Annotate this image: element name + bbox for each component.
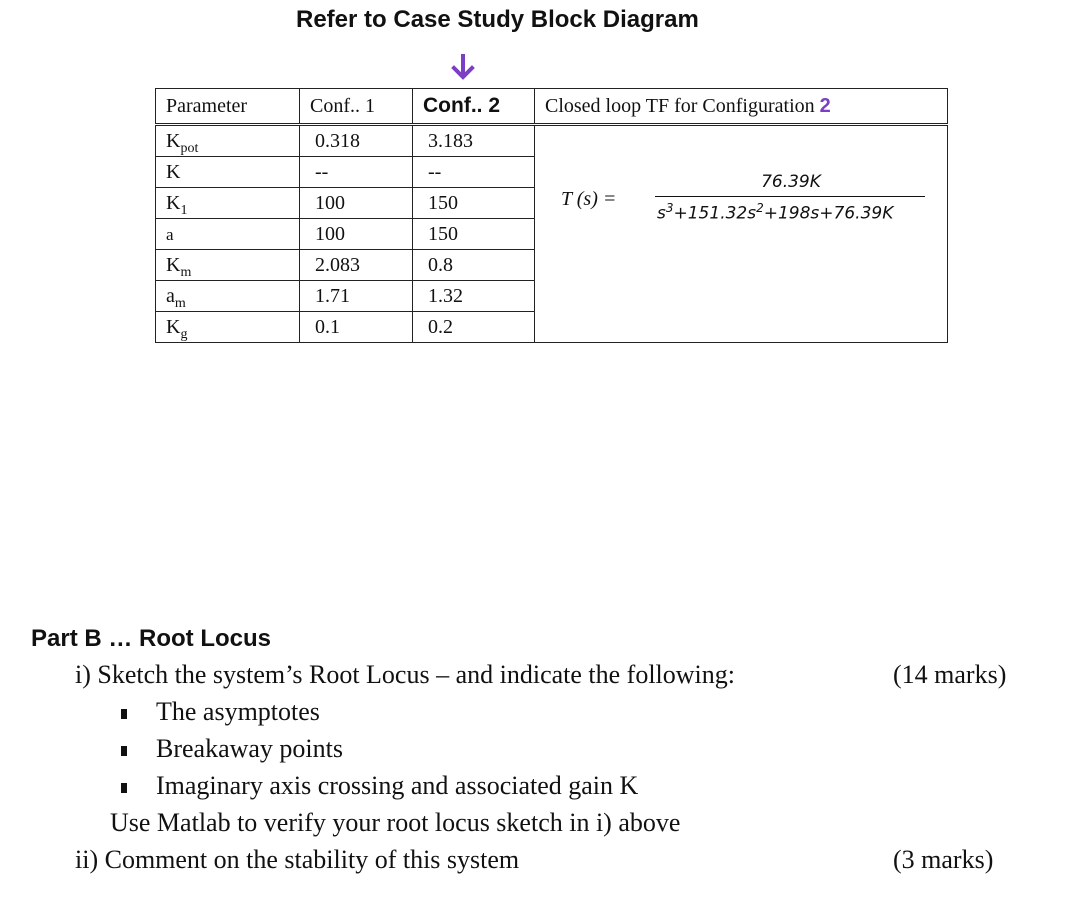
conf2-cell: 1.32 <box>413 281 535 312</box>
header-parameter: Parameter <box>156 89 300 125</box>
question-ii: ii) Comment on the stability of this system <box>75 845 520 874</box>
conf2-cell: 0.8 <box>413 250 535 281</box>
parameter-table <box>155 88 948 343</box>
bullet-item-breakaway: Breakaway points <box>156 734 344 763</box>
conf2-cell: -- <box>413 157 535 188</box>
bullet-item-imaginary-axis: Imaginary axis crossing and associated gain K <box>156 771 639 800</box>
question-i: i) Sketch the system’s Root Locus – and indicate the following: <box>75 660 736 689</box>
param-cell: $K_g$ <box>156 312 300 343</box>
table-header-row <box>156 89 948 125</box>
header-conf1: Conf.. 1 <box>300 89 413 125</box>
conf2-cell: 150 <box>413 188 535 219</box>
fraction-bar <box>655 196 925 197</box>
bullet-icon <box>121 746 127 756</box>
tf-numerator: 76.39K <box>761 172 821 192</box>
bullet-item-asymptotes: The asymptotes <box>156 697 320 726</box>
part-b-title: Part B … Root Locus <box>31 625 272 652</box>
question-i-marks: (14 marks) <box>893 660 1007 689</box>
tf-denominator: $s^3+151.32s^2+198s+76.39K$ <box>657 201 894 224</box>
page-heading <box>296 6 699 34</box>
conf2-cell: 150 <box>413 219 535 250</box>
conf1-cell: 1.71 <box>300 281 413 312</box>
heading-bold: Case Study Block Diagram <box>393 6 699 33</box>
bullet-icon <box>121 783 127 793</box>
question-ii-marks: (3 marks) <box>893 845 994 874</box>
conf1-cell: -- <box>300 157 413 188</box>
table-row <box>156 125 948 157</box>
conf1-cell: 0.1 <box>300 312 413 343</box>
conf2-cell: 3.183 <box>413 125 535 157</box>
param-cell: $K_m$ <box>156 250 300 281</box>
conf1-cell: 2.083 <box>300 250 413 281</box>
down-arrow-icon <box>450 54 476 82</box>
tf-lhs: T (s) = <box>561 188 617 210</box>
header-tf <box>535 89 948 125</box>
transfer-function-cell <box>535 125 948 343</box>
header-tf-number: 2 <box>819 94 831 117</box>
param-cell: K <box>156 157 300 188</box>
conf2-cell: 0.2 <box>413 312 535 343</box>
conf1-cell: 100 <box>300 219 413 250</box>
param-cell: a <box>156 219 300 250</box>
param-cell: $a_m$ <box>156 281 300 312</box>
header-tf-text: Closed loop TF for Configuration <box>545 94 815 117</box>
matlab-instruction: Use Matlab to verify your root locus sketch in i) above <box>110 808 681 837</box>
param-cell: $K_{pot}$ <box>156 125 300 157</box>
conf1-cell: 100 <box>300 188 413 219</box>
bullet-icon <box>121 709 127 719</box>
transfer-function <box>561 170 921 230</box>
heading-prefix: Refer to <box>296 6 387 33</box>
header-conf2: Conf.. 2 <box>413 89 535 125</box>
param-cell: $K_1$ <box>156 188 300 219</box>
conf1-cell: 0.318 <box>300 125 413 157</box>
